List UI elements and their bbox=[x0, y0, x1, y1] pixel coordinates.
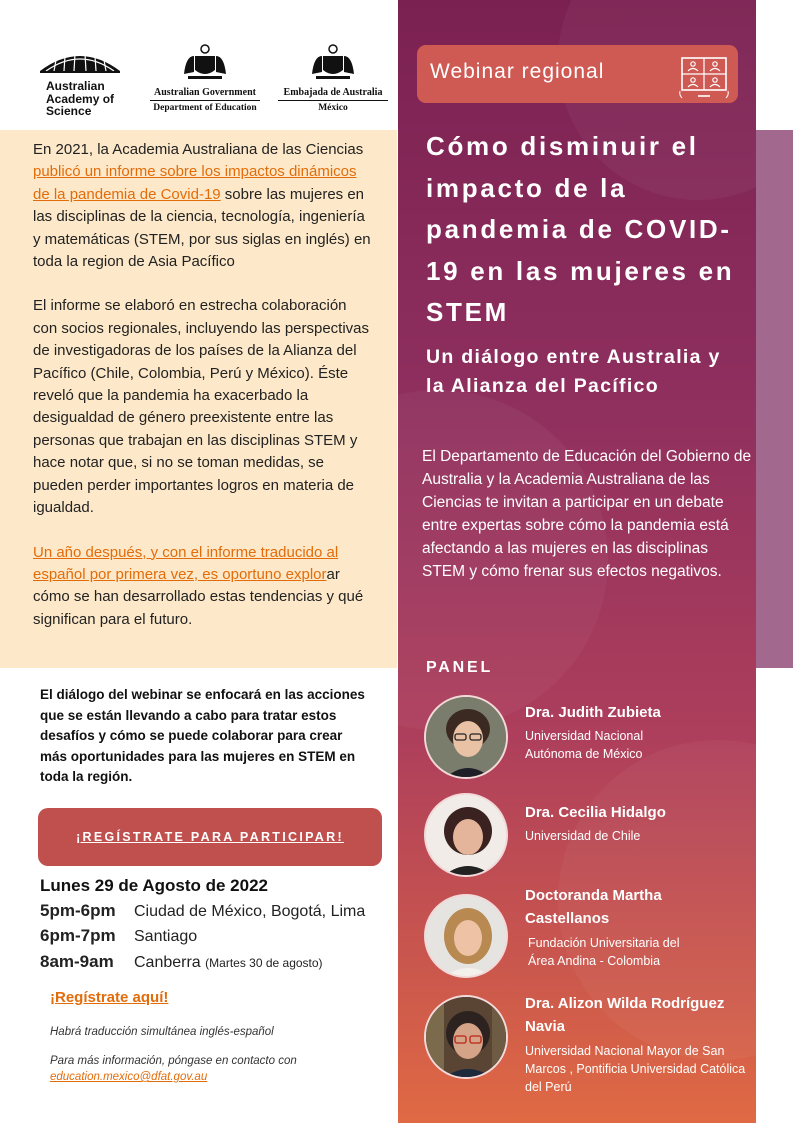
portrait-icon bbox=[426, 997, 508, 1079]
gov-title: Australian Government bbox=[150, 87, 260, 101]
logo-bar bbox=[0, 0, 397, 130]
schedule-time: 5pm-6pm bbox=[40, 901, 116, 920]
webinar-label: Webinar regional bbox=[430, 60, 605, 83]
panelist-name: Dra. Alizon Wilda Rodríguez Navia bbox=[525, 995, 725, 1035]
schedule-note: (Martes 30 de agosto) bbox=[205, 956, 323, 970]
intro-paragraph-1: En 2021, la Academia Australiana de las Ciencias publicó un informe sobre los impactos dinámicos de la pandemia de Covid-19 sobre las mujeres en las disciplinas de la ciencia, tecnología, ingeniería y matemáticas (STEM, por sus siglas en inglés) en toda la region de Asia Pacífico bbox=[33, 141, 371, 271]
webinar-focus-text: El diálogo del webinar se enfocará en las acciones que se están llevando a cabo para tratar estos desafíos y cómo se puede colaborar para crear más oportunidades para las mujeres en STEM en toda la región. bbox=[40, 687, 365, 784]
register-here-link[interactable]: ¡Regístrate aquí! bbox=[50, 989, 169, 1006]
panelist-photo bbox=[424, 995, 508, 1079]
panelist-affiliation: Universidad Nacional Mayor de San Marcos , Pontificia Universidad Católica del Perú bbox=[525, 1044, 746, 1094]
contact-email-link[interactable]: education.mexico@dfat.gov.au bbox=[50, 1071, 208, 1083]
schedule-row bbox=[40, 926, 197, 946]
translation-note: Habrá traducción simultánea inglés-español bbox=[50, 1026, 274, 1038]
panelist-affiliation: Fundación Universitaria del Área Andina - Colombia bbox=[528, 936, 680, 968]
contact-note: Para más información, póngase en contacto con education.mexico@dfat.gov.au bbox=[50, 1055, 297, 1083]
schedule-time: 8am-9am bbox=[40, 952, 114, 971]
page-subtitle: Un diálogo entre Australia y la Alianza del Pacífico bbox=[426, 346, 721, 397]
panelist-affiliation: Universidad Nacional Autónoma de México bbox=[525, 729, 644, 761]
schedule-place: Santiago bbox=[134, 928, 198, 945]
intro-text bbox=[33, 139, 373, 653]
panelist-name: Dra. Cecilia Hidalgo bbox=[525, 804, 666, 821]
panelist-photo bbox=[424, 793, 508, 877]
panelist-affiliation: Universidad de Chile bbox=[525, 829, 641, 843]
schedule-place: Canberra bbox=[134, 954, 201, 971]
register-button[interactable]: ¡REGÍSTRATE PARA PARTICIPAR! bbox=[38, 808, 382, 866]
embassy-logo bbox=[278, 44, 388, 113]
portrait-icon bbox=[426, 795, 508, 877]
video-call-icon bbox=[678, 55, 732, 99]
australian-government-logo bbox=[150, 44, 260, 113]
schedule-place: Ciudad de México, Bogotá, Lima bbox=[134, 903, 366, 920]
coat-of-arms-icon bbox=[308, 44, 358, 82]
portrait-icon bbox=[426, 697, 508, 779]
academy-arch-icon bbox=[38, 45, 122, 75]
event-date: Lunes 29 de Agosto de 2022 bbox=[40, 876, 268, 895]
panel-heading: PANEL bbox=[426, 659, 494, 676]
panelist-name: Dra. Judith Zubieta bbox=[525, 704, 661, 721]
intro-paragraph-3: Un año después, y con el informe traducido al español por primera vez, es oportuno explorar cómo se han desarrollado estas tendencias y qué significan para el futuro. bbox=[33, 543, 364, 628]
panelist-photo bbox=[424, 695, 508, 779]
coat-of-arms-icon bbox=[180, 44, 230, 82]
academy-of-science-logo bbox=[38, 45, 122, 118]
portrait-icon bbox=[426, 896, 508, 978]
embassy-country: México bbox=[318, 103, 348, 113]
schedule-row bbox=[40, 901, 365, 921]
translated-report-link[interactable]: Un año después, y con el informe traducido al español por primera vez, es oportuno explor bbox=[33, 543, 339, 583]
intro-paragraph-2: El informe se elaboró en estrecha colaboración con socios regionales, incluyendo las perspectivas de investigadoras de los países de la Alianza del Pacífico (Chile, Colombia, Perú y México). Éste reveló que la pandemia ha exacerbado la desigualdad de género preexistente entre las personas que trabajan en las disciplinas STEM y hace notar que, si no se toman medidas, se pueden perder importantes logros en materia de igualdad. bbox=[33, 297, 370, 517]
schedule-row bbox=[40, 952, 323, 972]
gov-department: Department of Education bbox=[153, 103, 257, 113]
event-description: El Departamento de Educación del Gobierno de Australia y la Academia Australiana de las Ciencias te invitan a participar en un debate entre expertas sobre cómo la pandemia está afectando a las mujeres en las disciplinas STEM y cómo frenar sus efectos negativos. bbox=[422, 448, 752, 580]
embassy-title: Embajada de Australia bbox=[278, 87, 388, 101]
schedule-time: 6pm-7pm bbox=[40, 926, 116, 945]
report-link[interactable]: publicó un informe sobre los impactos dinámicos de la pandemia de Covid-19 bbox=[33, 163, 357, 203]
panelist-photo bbox=[424, 894, 508, 978]
academy-name: Australian Academy of Science bbox=[46, 79, 115, 118]
side-accent-bar bbox=[756, 130, 793, 668]
panelist-name: Doctoranda Martha Castellanos bbox=[525, 887, 662, 927]
page-title: Cómo disminuir el impacto de la pandemia de COVID-19 en las mujeres en STEM bbox=[426, 131, 735, 327]
